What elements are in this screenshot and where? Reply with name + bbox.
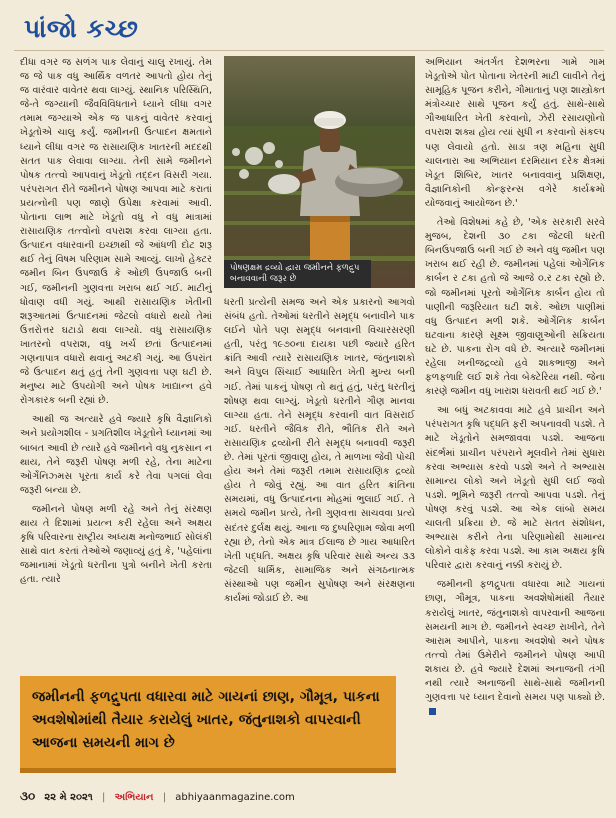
photo-caption: પોષણક્ષમ દ્રવ્યો દ્વારા જમીનને ફળદ્રુપ બનાવવાની જરૂર છે [224, 260, 371, 288]
paragraph: દીધા વગર જ સળંગ પાક લેવાનું ચાલુ રખાયું. તેમ જ જે પાક વધુ આર્થિક વળતર આપતો હોય તેનું જ વારંવાર વાવેતર થવા લાગ્યું. સ્થાનિક પરિસ્થિતિ, જે-તે જગ્યાની જૈવવિવિધતાને ધ્યાને લીધા વગર તમામ જગ્યાએ એક જ પાકનું વાવેતર કરવાનું ખેડૂતોએ ચાલુ કર્યું. જમીનની ઉત્પાદન ક્ષમતાને ધ્યાને લીધા વગર જ રાસાયણિક ખાતરની મદદથી સતત પાક લેવાવા લાગ્યા. તેની સામે જમીનને પોષક તત્ત્વો આપવાનું ખેડૂતો તદ્દન વિસરી ગયા. પરંપરાગત રીતે જમીનને પોષણ આપવા માટે કરાતાં પ્રયત્નોની પણ જાણે ઉપેક્ષા કરવામાં આવી. પોતાના લાભ માટે ખેડૂતો વધુ ને વધુ માત્રામાં રાસાયણિક તત્ત્વોનો વપરાશ કરવા લાગ્યા હતા. ઉત્પાદન વધારવાની ઇચ્છાથી જે આંધળી દોટ શરૂ થઈ તેનું વિષમ પરિણામ સામે આવ્યું. લાખો હેક્ટર જમીન બિન ઉપજાઉ કે ઓછી ઉપજાઉ બની ગઈ, જમીનની ગુણવત્તા ખરાબ થઈ ગઈ. માટીનું ધોવાણ વધી ગયું. આથી રાસાયણિક ખેતીની શરૂઆતમાં ઉત્પાદનમાં જેટલો વધારો થયો તેમાં ઉત્તરોત્તર ઘટાડો થવા લાગ્યો. વધુ રાસાયણિક ખાતરનો વપરાશ, વધુ ખર્ચ છતાં ઉત્પાદનમાં ગણનાપાત્ર વધારો થવાનું અટકી ગયું. આ ઉપરાંત જે ઉત્પાદન થતું હતું તેની ગુણવત્તા પણ ઘટી છે. મનુષ્ય માટે ઉપયોગી અને પોષક ખાદ્યાન્ન હવે રોગકારક બની રહ્યાં છે. [20, 57, 212, 407]
farmer-spreading-fertilizer-image [224, 56, 415, 288]
page-number: ૩૦ [20, 789, 36, 803]
end-of-article-square-icon [429, 708, 436, 715]
paragraph: તેઓ વિશેષમાં કહે છે, 'એક સરકારી સરવે મુજબ, દેશની ૩૦ ટકા જેટલી ધરતી બિનઉપજાઉ બની ગઈ છે અને વધુ જમીન પણ ખરાબ થઈ રહી છે. જમીનમાં પહેલાં ઓર્ગેનિક કાર્બન ર ટકા હતો જે આજે ૦.ર ટકા રહ્યો છે. જો જમીનમાં પૂરતો ઓર્ગેનિક કાર્બન હોય તો પાણીની જરૂરિયાત ઘટી શકે. ઓછા પાણીમાં વધુ ઉત્પાદન મળી શકે. ઓર્ગેનિક કાર્બન ઘટવાના કારણે સૂક્ષ્મ જીવાણુઓની સક્રિયતા ઘટે છે. પાકના રોગ વધે છે. અત્યારે જમીનમાં રહેલા ખનીજદ્રવ્યો હવે શાકભાજી અને ફળફળાદિ લઈ શકે તેવા બેક્ટેરિયા નથી. જેના કારણે જમીન વધુ ખારાશ ધરાવતી થઈ ગઈ છે.' [425, 217, 605, 398]
article-column-3 [425, 56, 605, 778]
footer-separator: | [102, 792, 106, 803]
footer-separator: | [162, 792, 167, 803]
paragraph: આથી જ અત્યારે હવે જ્યારે કૃષિ વૈજ્ઞાનિકો અને પ્રયોગશીલ - પ્રગતિશીલ ખેડૂતોને ધ્યાનમાં આ બાબત આવી છે ત્યારે હવે જમીનને વધુ નુકસાન ન થાય, તેને જરૂરી પોષણ મળી રહે, તેના માટેના ઓર્ગેનિઝ્મસ પૂરતા કાર્ય કરે તેવા પગલાં લેવા જરૂરી બન્યા છે. [20, 414, 212, 496]
article-photo [224, 56, 415, 288]
paragraph: જમીનને પોષણ મળી રહે અને તેનું સંરક્ષણ થાય તે દિશામાં પ્રયત્ન કરી રહેલા અને અક્ષય કૃષિ પરિવારના રાષ્ટ્રીય અધ્યક્ષ મનોજભાઈ સોલંકી સાથે વાત કરતાં તેઓએ જણાવ્યું હતું કે, 'પહેલાંના જમાનામાં ખેડૂતો ધરતીના પુત્રો બનીને ખેતી કરતા હતા. ત્યારે [20, 503, 212, 586]
section-header [14, 10, 604, 51]
article-column-1 [20, 56, 212, 665]
magazine-name: અભિયાન [114, 792, 154, 803]
article-column-2 [224, 296, 415, 668]
paragraph: અભિયાન અંતર્ગત દેશભરના ગામે ગામ ખેડૂતોએ પોત પોતાના ખેતરની માટી લાવીને તેનું સામૂહિક પૂજન કરીને, ગૌમાતાનું પણ શાસ્ત્રોક્ત મંત્રોચ્ચાર સાથે પૂજન કર્યું હતું. સાથે-સાથે ગૌઆધારિત ખેતી કરવાનો, ઝેરી રસાયણોનો વપરાશ શક્ય હોય ત્યાં સુધી ન કરવાનો સંકલ્પ પણ લેવાયો હતો. સાડા ત્રણ મહિના સુધી ચાલનારા આ અભિયાન દરમિયાન દરેક ક્ષેત્રમાં ખેડૂત શિબિર, ખાતર બનાવવાનું પ્રશિક્ષણ, વૈજ્ઞાનિકોની કોન્ફરન્સ વગેરે કાર્યક્રમો યોજવાનું આયોજન છે.' [425, 57, 605, 209]
paragraph-text: જમીનની ફળદ્રુપતા વધારવા માટે ગાયનાં છાણ, ગૌમૂત્ર, પાકના અવશેષોમાંથી તૈયાર કરાયેલું ખાતર, જંતુનાશકો વાપરવાની આજના સમયની માગ છે. જમીનને સ્વચ્છ રાખીને, તેને આરામ આપીને, પાકના અવશેષો અને પોષક તત્ત્વો તેમાં ઉમેરીને જમીનને પોષણ આપી શકાય છે. હવે જ્યારે દેશમાં અનાજની તંગી નથી ત્યારે અનાજની સાથે-સાથે જમીનની ગુણવત્તા પર ધ્યાન દેવાનો સમય પણ પાક્યો છે. [425, 579, 605, 704]
section-title: પાંજો કચ્છ [24, 14, 139, 43]
magazine-website-link[interactable]: abhiyaanmagazine.com [175, 792, 295, 803]
issue-date: ૨૨ મે ૨૦૨૧ [44, 792, 93, 803]
paragraph-last [425, 578, 605, 719]
page-footer [20, 786, 600, 806]
pull-quote-box [20, 676, 396, 773]
paragraph: આ બધું અટકાવવા માટે હવે પ્રાચીન અને પરંપરાગત કૃષિ પદ્ધતિ ફરી અપનાવવી પડશે. તે માટે ખેડૂતોને સમજાવવા પડશે. આજના સંદર્ભમાં પ્રાચીન પરંપરાને મૂલવીને તેમાં સુધારા કરવા અભ્યાસ કરવો પડશે અને તે અભ્યાસ સામાન્ય લોકો અને ખેડૂતો સુધી લઈ જવો પડશે. ભૂમિને જરૂરી તત્ત્વો આપવા પડશે. તેનું પોષણ કરવું પડશે. આ એક લાંબો સમય ચાલતી પ્રક્રિયા છે. જે માટે સતત સંશોધન, અભ્યાસ કરીને તેના પરિણામોથી સામાન્ય લોકોને વાકેફ કરવા પડશે. આ કામ અક્ષય કૃષિ પરિવાર દ્વારા કરવાનું નક્કી કરાયું છે. [425, 405, 605, 572]
paragraph: ધરતી પ્રત્યેની સમજ અને એક પ્રકારનો આગવો સંબંધ હતો. તેઓમાં ધરતીને સમૃદ્ધ બનાવીને પાક લઈને પોતે પણ સમૃદ્ધ બનવાની વિચારસરણી હતી, પરંતુ ૧૯૭૦ના દાયકા પછી જ્યારે હરિત ક્રાંતિ આવી ત્યારે રાસાયણિક ખાતર, જંતુનાશકો અને વિપુલ સિંચાઈ આધારિત ખેતી મુખ્ય બની ગઈ. તેમાં પાકનું પોષણ તો થતું હતું, પરંતુ ધરતીનું શોષણ થવા લાગ્યું. ખેડૂતો ધરતીને ગૌણ માનવા લાગ્યા હતા. તેને સમૃદ્ધ કરવાની વાત વિસરાઈ ગઈ. ધરતીને જૈવિક રીતે, ભૌતિક રીતે અને રાસાયણિક દ્રવ્યોની રીતે સમૃદ્ધ બનાવવી જરૂરી છે. તેમાં પૂરતાં જીવાણુ હોય, તે માળખા જેવી પોચી હોય અને તેમાં જરૂરી તમામ રાસાયણિક દ્રવ્યો હોય તે જોવું રહ્યું. આ વાત હરિત ક્રાંતિના સમયમાં, વધુ ઉત્પાદનના મોહમાં ભુલાઈ ગઈ. તે સમયે જમીન પ્રત્યે, તેની ગુણવત્તા સાચવવા પ્રત્યે સદંતર દુર્લક્ષ થયું. આના જ દુષ્પરિણામ જોવા મળી રહ્યા છે, તેનો એક માત્ર ઈલાજ છે ગાય આધારિત ખેતી પદ્ધતિ. અક્ષય કૃષિ પરિવાર સાથે અન્ય ૩૩ જેટલી ધાર્મિક, સામાજિક અને સંગઠનાત્મક સંસ્થાઓ પણ જમીન સુપોષણ અને સંરક્ષણના કાર્યમાં જોડાઈ છે. આ [224, 297, 415, 604]
pull-quote-text: જમીનની ફળદ્રુપતા વધારવા માટે ગાયનાં છાણ, ગૌમૂત્ર, પાકના અવશેષોમાંથી તૈયાર કરાયેલું ખાતર, જંતુનાશકો વાપરવાની આજના સમયની માગ છે [32, 689, 380, 751]
